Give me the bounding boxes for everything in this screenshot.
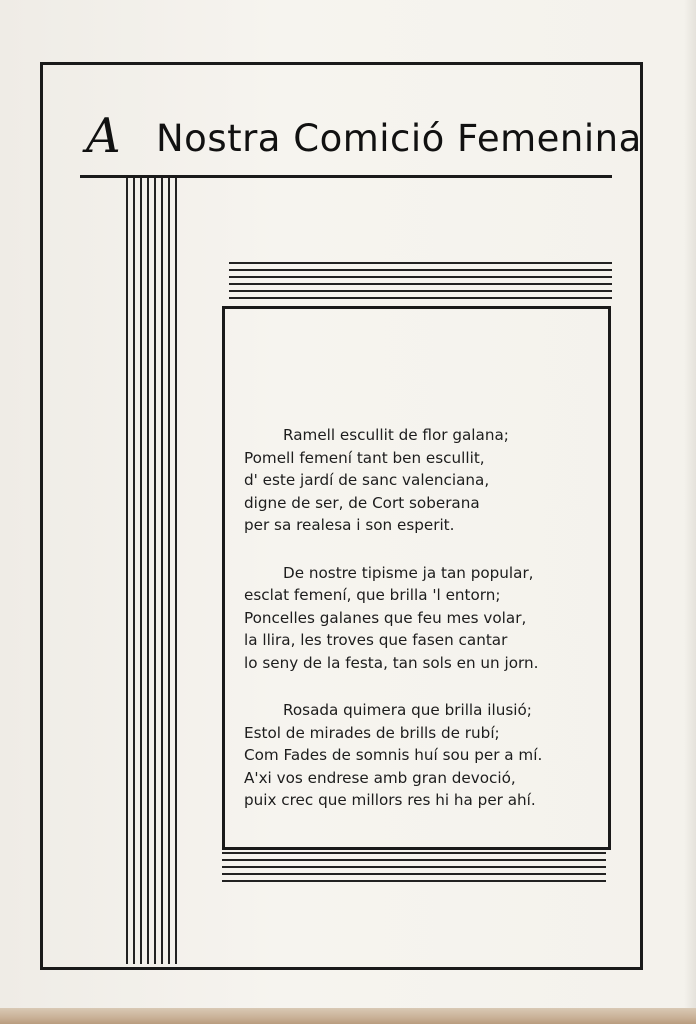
vertical-rule-lines (126, 178, 178, 964)
poem-line: esclat femení, que brilla 'l entorn; (244, 586, 501, 604)
poem-line: De nostre tipisme ja tan popular, (283, 563, 534, 582)
poem-line: lo seny de la festa, tan sols en un jorn. (244, 653, 539, 672)
poem-line: Pomell femení tant ben escullit, (244, 448, 485, 467)
poem-line: digne de ser, de Cort soberana (244, 493, 480, 512)
poem-line: d' este jardí de sanc valenciana, (244, 471, 490, 489)
horizontal-rule-lines-top (229, 262, 612, 306)
poem-line: A'xi vos endrese amb gran devoció, (244, 768, 516, 787)
poem-line: per sa realesa i son esperit. (244, 516, 455, 534)
poem-line: Estol de mirades de brills de rubí; (244, 723, 500, 742)
poem (244, 424, 604, 837)
title-text: Nostra Comició Femenina (156, 117, 642, 160)
stanza-2 (244, 562, 604, 675)
poem-line: puix crec que millors res hi ha per ahí. (244, 791, 536, 809)
poem-line: la llira, les troves que fasen cantar (244, 631, 508, 649)
page-edge-shadow (684, 0, 696, 1008)
page-title (80, 100, 642, 170)
page-bottom-edge (0, 1008, 696, 1024)
stanza-3 (244, 699, 604, 812)
poem-line: Ramell escullit de flor galana; (283, 426, 509, 444)
poem-line: Rosada quimera que brilla ilusió; (283, 701, 532, 719)
poem-line: Com Fades de somnis huí sou per a mí. (244, 746, 543, 764)
poem-line: Poncelles galanes que feu mes volar, (244, 608, 527, 627)
title-initial: A (86, 108, 121, 164)
horizontal-rule-lines-bottom (222, 848, 606, 892)
stanza-1 (244, 424, 604, 537)
